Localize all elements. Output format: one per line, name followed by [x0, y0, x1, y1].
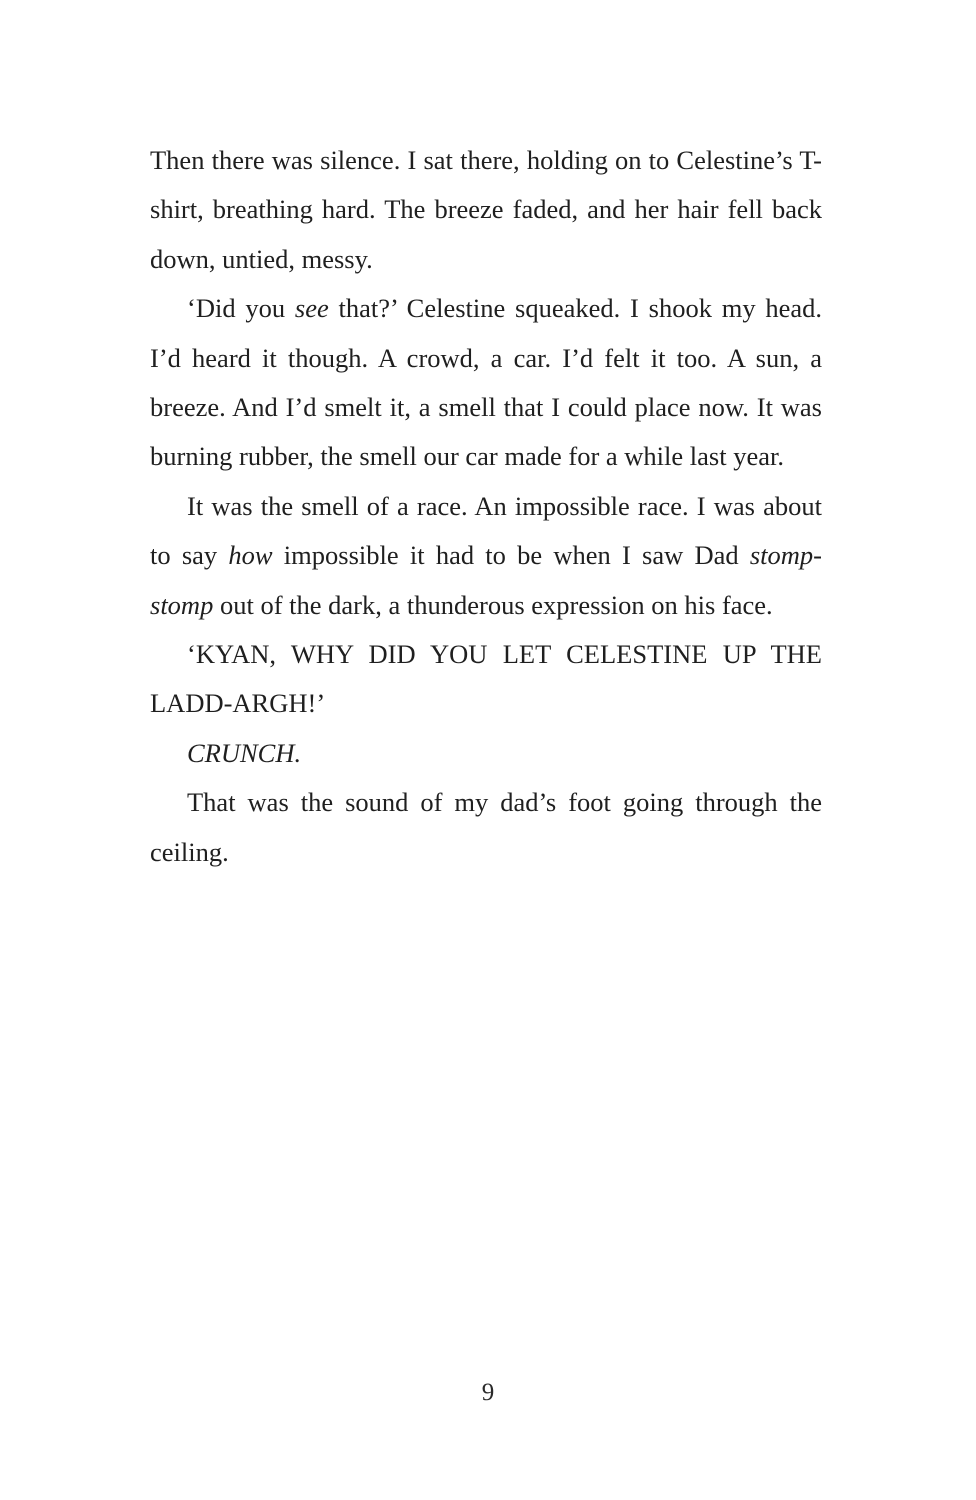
- paragraph-5-italic-crunch: CRUNCH.: [187, 737, 302, 768]
- paragraph-3-italic-how: how: [228, 540, 273, 571]
- paragraph-1-text: Then there was silence. I sat there, holding on to Celestine’s T-shirt, breathing hard. The breeze faded, and her hair fell back down, untied, messy.: [150, 145, 822, 274]
- page-number: 9: [481, 1379, 495, 1406]
- paragraph-6-text: That was the sound of my dad’s foot going through the ceiling.: [150, 787, 822, 867]
- paragraph-4: [150, 630, 822, 729]
- paragraph-2-text-a: ‘Did you: [187, 293, 295, 324]
- paragraph-6: [150, 778, 822, 877]
- paragraph-2: [150, 284, 822, 482]
- paragraph-3-italic-stomp: stomp-stomp: [150, 540, 822, 620]
- paragraph-2-italic-see: see: [294, 293, 329, 324]
- paragraph-3-text-a: It was the smell of a race. An impossible race. I was about to say: [150, 490, 822, 571]
- paragraph-3: [150, 482, 822, 630]
- page-body: [150, 136, 822, 877]
- paragraph-5: [150, 729, 822, 778]
- paragraph-2-text-b: that?’ Celestine squeaked. I shook my head. I’d heard it though. A crowd, a car. I’d felt it too. A sun, a breeze. And I’d smelt it, a smell that I could place now. It was burning rubber, the smell our car made for a while last year.: [150, 293, 823, 472]
- paragraph-3-text-b: impossible it had to be when I saw Dad: [272, 540, 750, 571]
- paragraph-1: [150, 136, 822, 284]
- paragraph-3-text-c: out of the dark, a thunderous expression on his face.: [213, 589, 773, 620]
- paragraph-4-text: ‘KYAN, WHY DID YOU LET CELESTINE UP THE LADD-ARGH!’: [150, 639, 822, 719]
